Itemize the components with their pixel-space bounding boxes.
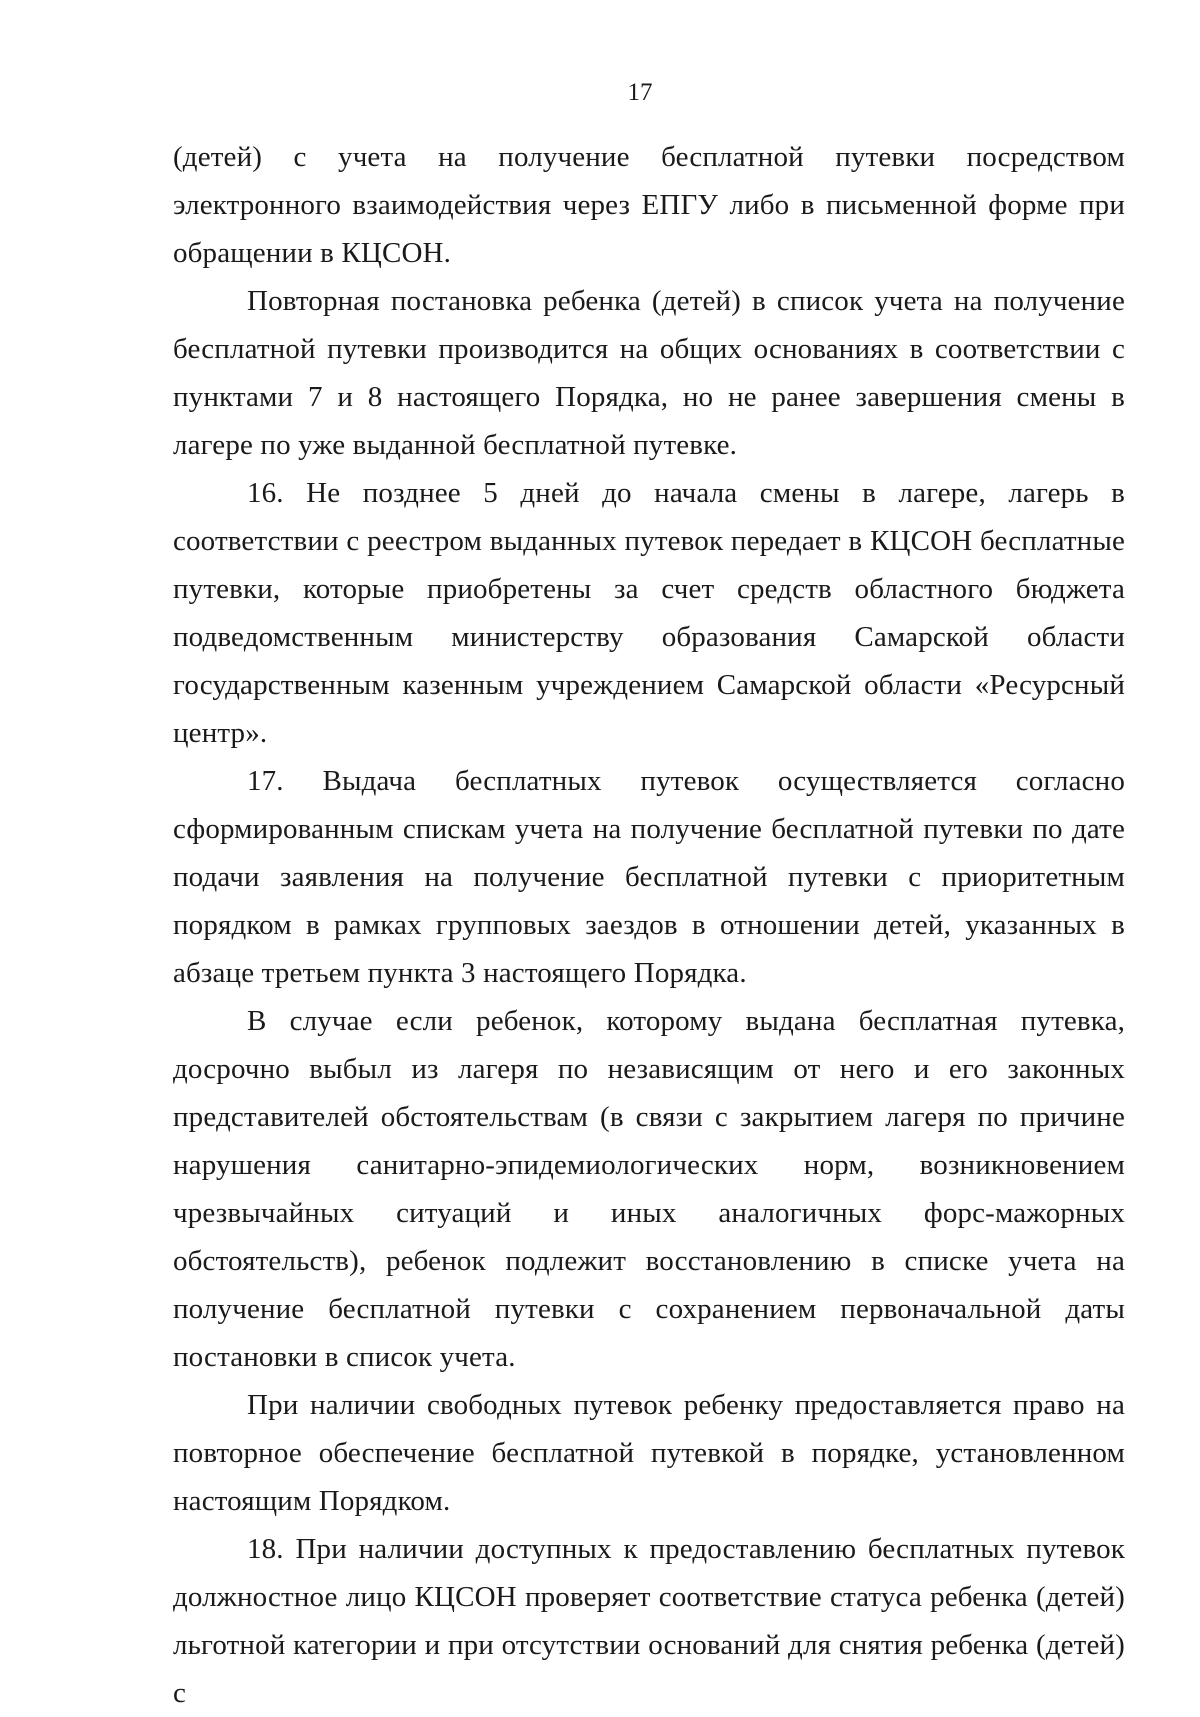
- document-body: [173, 133, 1125, 1717]
- paragraph-item-17: 17. Выдача бесплатных путевок осуществляется согласно сформированным спискам учета на получение бесплатной путевки по дате подачи заявления на получение бесплатной путевки с приоритетным порядком в рамках групповых заездов в отношении детей, указанных в абзаце третьем пункта 3 настоящего Порядка.: [173, 765, 1125, 989]
- page-number: 17: [627, 79, 653, 106]
- paragraph-continuation: (детей) с учета на получение бесплатной путевки посредством электронного взаимодействия через ЕПГУ либо в письменной форме при обращении в КЦСОН.: [173, 141, 1125, 269]
- paragraph-item-18: 18. При наличии доступных к предоставлению бесплатных путевок должностное лицо КЦСОН проверяет соответствие статуса ребенка (детей) льготной категории и при отсутствии оснований для снятия ребенка (детей) с: [173, 1533, 1125, 1709]
- paragraph-early-departure: В случае если ребенок, которому выдана бесплатная путевка, досрочно выбыл из лагеря по независящим от него и его законных представителей обстоятельствам (в связи с закрытием лагеря по причине нарушения санитарно-эпидемиологических норм, возникновением чрезвычайных ситуаций и иных аналогичных форс-мажорных обстоятельств), ребенок подлежит восстановлению в списке учета на получение бесплатной путевки с сохранением первоначальной даты постановки в список учета.: [173, 1005, 1125, 1373]
- paragraph-repeat-registration: Повторная постановка ребенка (детей) в список учета на получение бесплатной путевки производится на общих основаниях в соответствии с пунктами 7 и 8 настоящего Порядка, но не ранее завершения смены в лагере по уже выданной бесплатной путевке.: [173, 285, 1125, 461]
- paragraph-free-vouchers: При наличии свободных путевок ребенку предоставляется право на повторное обеспечение бесплатной путевкой в порядке, установленном настоящим Порядком.: [173, 1389, 1125, 1517]
- paragraph-item-16: 16. Не позднее 5 дней до начала смены в лагере, лагерь в соответствии с реестром выданных путевок передает в КЦСОН бесплатные путевки, которые приобретены за счет средств областного бюджета подведомственным министерству образования Самарской области государственным казенным учреждением Самарской области «Ресурсный центр».: [173, 477, 1125, 749]
